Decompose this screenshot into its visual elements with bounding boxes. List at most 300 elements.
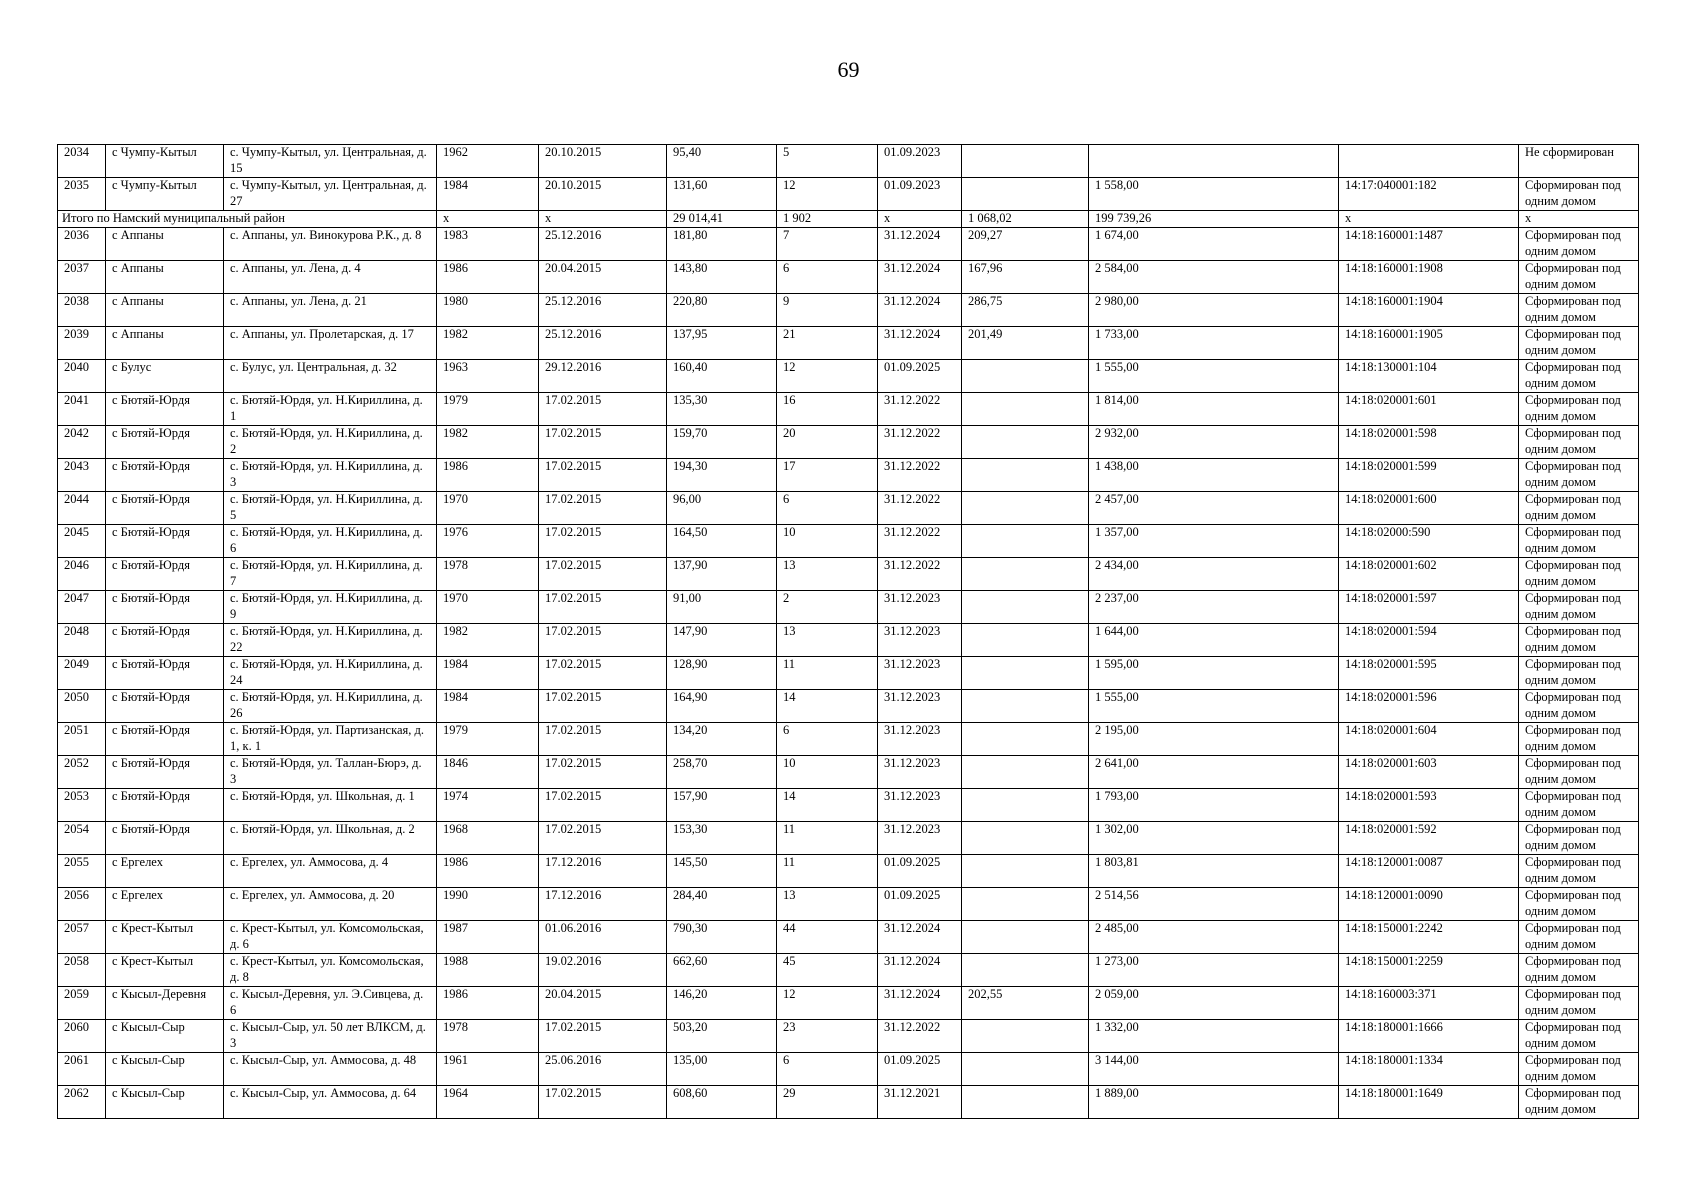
cell-survey-date: 17.12.2016 [539, 888, 667, 921]
cell-cadastral-number: 14:18:130001:104 [1339, 360, 1519, 393]
cell-survey-date: 25.06.2016 [539, 1053, 667, 1086]
cell-row-number: 2042 [58, 426, 106, 459]
cell-col-cost-value: 2 932,00 [1089, 426, 1339, 459]
table-row [58, 723, 1639, 756]
cell-address: с. Ергелех, ул. Аммосова, д. 4 [224, 855, 437, 888]
cell-address: с. Аппаны, ул. Винокурова Р.К., д. 8 [224, 228, 437, 261]
cell-settlement: с Аппаны [106, 294, 224, 327]
cell-row-number: 2054 [58, 822, 106, 855]
cell-land-status: Сформирован под одним домом [1519, 327, 1639, 360]
cell-settlement: с Кысыл-Сыр [106, 1086, 224, 1119]
subtotal-row [58, 211, 1639, 228]
cell-residents-count: 13 [777, 558, 878, 591]
cell-settlement: с Аппаны [106, 261, 224, 294]
table-row [58, 360, 1639, 393]
cell-survey-date: 29.12.2016 [539, 360, 667, 393]
cell-land-status: Сформирован под одним домом [1519, 261, 1639, 294]
table-row [58, 954, 1639, 987]
cell-area: 147,90 [667, 624, 777, 657]
cell-col-cost-value: 2 059,00 [1089, 987, 1339, 1020]
cell-cadastral-number: 14:18:160001:1487 [1339, 228, 1519, 261]
cell-settlement: с Бютяй-Юрдя [106, 393, 224, 426]
cell-area: 91,00 [667, 591, 777, 624]
cell-row-number: 2041 [58, 393, 106, 426]
cell-residents-count: 7 [777, 228, 878, 261]
cell-cadastral-number: 14:18:020001:592 [1339, 822, 1519, 855]
cell-address: с. Крест-Кытыл, ул. Комсомольская, д. 6 [224, 921, 437, 954]
cell-col-area-value [962, 822, 1089, 855]
cell-row-number: 2044 [58, 492, 106, 525]
table-row [58, 525, 1639, 558]
cell-year-built: 1987 [437, 921, 539, 954]
cell-survey-date: 17.02.2015 [539, 657, 667, 690]
cell-year-built: 1970 [437, 591, 539, 624]
subtotal-cadastral: х [1339, 211, 1519, 228]
table-row [58, 492, 1639, 525]
subtotal-residents: 1 902 [777, 211, 878, 228]
cell-area: 137,95 [667, 327, 777, 360]
cell-year-built: 1846 [437, 756, 539, 789]
cell-cadastral-number: 14:18:020001:601 [1339, 393, 1519, 426]
cell-residents-count: 21 [777, 327, 878, 360]
cell-settlement: с Бютяй-Юрдя [106, 756, 224, 789]
cell-year-built: 1984 [437, 178, 539, 211]
cell-residents-count: 17 [777, 459, 878, 492]
subtotal-area: 29 014,41 [667, 211, 777, 228]
cell-year-built: 1979 [437, 393, 539, 426]
cell-cadastral-number: 14:18:120001:0090 [1339, 888, 1519, 921]
cell-residents-count: 20 [777, 426, 878, 459]
cell-residents-count: 5 [777, 145, 878, 178]
cell-resettlement-deadline: 01.09.2025 [878, 855, 962, 888]
cell-address: с. Бютяй-Юрдя, ул. Н.Кириллина, д. 6 [224, 525, 437, 558]
cell-survey-date: 01.06.2016 [539, 921, 667, 954]
cell-resettlement-deadline: 31.12.2023 [878, 723, 962, 756]
cell-col-cost-value: 1 558,00 [1089, 178, 1339, 211]
cell-address: с. Бютяй-Юрдя, ул. Н.Кириллина, д. 5 [224, 492, 437, 525]
cell-residents-count: 45 [777, 954, 878, 987]
cell-address: с. Ергелех, ул. Аммосова, д. 20 [224, 888, 437, 921]
cell-col-area-value [962, 393, 1089, 426]
cell-year-built: 1970 [437, 492, 539, 525]
cell-address: с. Аппаны, ул. Лена, д. 21 [224, 294, 437, 327]
subtotal-deadline: х [878, 211, 962, 228]
cell-resettlement-deadline: 31.12.2024 [878, 228, 962, 261]
cell-resettlement-deadline: 31.12.2024 [878, 987, 962, 1020]
cell-col-cost-value: 1 357,00 [1089, 525, 1339, 558]
cell-col-area-value [962, 657, 1089, 690]
cell-address: с. Бютяй-Юрдя, ул. Н.Кириллина, д. 2 [224, 426, 437, 459]
cell-survey-date: 17.02.2015 [539, 723, 667, 756]
cell-resettlement-deadline: 31.12.2024 [878, 327, 962, 360]
cell-settlement: с Бютяй-Юрдя [106, 426, 224, 459]
cell-residents-count: 10 [777, 756, 878, 789]
cell-land-status: Сформирован под одним домом [1519, 1020, 1639, 1053]
cell-survey-date: 17.02.2015 [539, 393, 667, 426]
cell-survey-date: 17.02.2015 [539, 492, 667, 525]
subtotal-col9: 199 739,26 [1089, 211, 1339, 228]
cell-area: 131,60 [667, 178, 777, 211]
cell-cadastral-number: 14:18:020001:600 [1339, 492, 1519, 525]
cell-cadastral-number: 14:18:160001:1904 [1339, 294, 1519, 327]
table-row [58, 393, 1639, 426]
cell-cadastral-number: 14:18:150001:2242 [1339, 921, 1519, 954]
cell-col-area-value [962, 558, 1089, 591]
cell-col-area-value [962, 525, 1089, 558]
cell-cadastral-number [1339, 145, 1519, 178]
cell-col-area-value [962, 954, 1089, 987]
cell-settlement: с Чумпу-Кытыл [106, 178, 224, 211]
table-row [58, 690, 1639, 723]
table-row [58, 178, 1639, 211]
cell-survey-date: 17.02.2015 [539, 1020, 667, 1053]
cell-resettlement-deadline: 31.12.2023 [878, 657, 962, 690]
cell-row-number: 2055 [58, 855, 106, 888]
page-number: 69 [837, 57, 860, 82]
table-row [58, 1020, 1639, 1053]
cell-address: с. Кысыл-Сыр, ул. Аммосова, д. 64 [224, 1086, 437, 1119]
cell-row-number: 2036 [58, 228, 106, 261]
cell-land-status: Сформирован под одним домом [1519, 591, 1639, 624]
cell-land-status: Сформирован под одним домом [1519, 360, 1639, 393]
cell-year-built: 1982 [437, 327, 539, 360]
cell-row-number: 2035 [58, 178, 106, 211]
cell-col-cost-value: 1 733,00 [1089, 327, 1339, 360]
cell-residents-count: 10 [777, 525, 878, 558]
cell-col-area-value [962, 789, 1089, 822]
cell-settlement: с Кысыл-Сыр [106, 1053, 224, 1086]
cell-land-status: Сформирован под одним домом [1519, 558, 1639, 591]
cell-col-area-value: 202,55 [962, 987, 1089, 1020]
cell-col-cost-value: 2 195,00 [1089, 723, 1339, 756]
cell-survey-date: 25.12.2016 [539, 228, 667, 261]
cell-col-cost-value: 1 302,00 [1089, 822, 1339, 855]
cell-row-number: 2048 [58, 624, 106, 657]
cell-cadastral-number: 14:18:160001:1908 [1339, 261, 1519, 294]
cell-year-built: 1988 [437, 954, 539, 987]
cell-land-status: Сформирован под одним домом [1519, 987, 1639, 1020]
cell-row-number: 2039 [58, 327, 106, 360]
subtotal-year: х [437, 211, 539, 228]
subtotal-label: Итого по Намский муниципальный район [58, 211, 437, 228]
cell-year-built: 1962 [437, 145, 539, 178]
table-row [58, 426, 1639, 459]
cell-land-status: Сформирован под одним домом [1519, 690, 1639, 723]
cell-residents-count: 13 [777, 888, 878, 921]
cell-area: 145,50 [667, 855, 777, 888]
cell-residents-count: 44 [777, 921, 878, 954]
cell-land-status: Сформирован под одним домом [1519, 624, 1639, 657]
cell-col-cost-value: 1 555,00 [1089, 360, 1339, 393]
cell-row-number: 2040 [58, 360, 106, 393]
cell-resettlement-deadline: 31.12.2022 [878, 558, 962, 591]
cell-area: 128,90 [667, 657, 777, 690]
cell-row-number: 2050 [58, 690, 106, 723]
cell-settlement: с Бютяй-Юрдя [106, 525, 224, 558]
cell-cadastral-number: 14:18:020001:596 [1339, 690, 1519, 723]
cell-settlement: с Кысыл-Сыр [106, 1020, 224, 1053]
cell-resettlement-deadline: 31.12.2024 [878, 261, 962, 294]
cell-col-cost-value: 2 584,00 [1089, 261, 1339, 294]
cell-cadastral-number: 14:18:020001:604 [1339, 723, 1519, 756]
cell-row-number: 2060 [58, 1020, 106, 1053]
cell-col-area-value [962, 1053, 1089, 1086]
cell-survey-date: 20.04.2015 [539, 987, 667, 1020]
cell-address: с. Аппаны, ул. Лена, д. 4 [224, 261, 437, 294]
cell-residents-count: 14 [777, 690, 878, 723]
cell-row-number: 2053 [58, 789, 106, 822]
cell-address: с. Бютяй-Юрдя, ул. Н.Кириллина, д. 7 [224, 558, 437, 591]
cell-col-cost-value: 1 889,00 [1089, 1086, 1339, 1119]
cell-col-area-value [962, 145, 1089, 178]
cell-area: 181,80 [667, 228, 777, 261]
cell-address: с. Бютяй-Юрдя, ул. Партизанская, д. 1, к. 1 [224, 723, 437, 756]
cell-area: 143,80 [667, 261, 777, 294]
cell-year-built: 1980 [437, 294, 539, 327]
cell-row-number: 2034 [58, 145, 106, 178]
cell-survey-date: 20.04.2015 [539, 261, 667, 294]
cell-resettlement-deadline: 31.12.2022 [878, 459, 962, 492]
cell-area: 790,30 [667, 921, 777, 954]
cell-settlement: с Булус [106, 360, 224, 393]
cell-area: 95,40 [667, 145, 777, 178]
cell-land-status: Сформирован под одним домом [1519, 1053, 1639, 1086]
cell-cadastral-number: 14:17:040001:182 [1339, 178, 1519, 211]
cell-residents-count: 29 [777, 1086, 878, 1119]
cell-survey-date: 25.12.2016 [539, 327, 667, 360]
cell-resettlement-deadline: 31.12.2021 [878, 1086, 962, 1119]
cell-address: с. Чумпу-Кытыл, ул. Центральная, д. 15 [224, 145, 437, 178]
cell-residents-count: 6 [777, 492, 878, 525]
cell-row-number: 2061 [58, 1053, 106, 1086]
cell-residents-count: 14 [777, 789, 878, 822]
table-row [58, 789, 1639, 822]
cell-col-cost-value: 1 332,00 [1089, 1020, 1339, 1053]
cell-settlement: с Бютяй-Юрдя [106, 492, 224, 525]
cell-settlement: с Бютяй-Юрдя [106, 690, 224, 723]
cell-row-number: 2038 [58, 294, 106, 327]
table-row [58, 657, 1639, 690]
cell-col-cost-value: 1 273,00 [1089, 954, 1339, 987]
cell-year-built: 1978 [437, 558, 539, 591]
cell-year-built: 1982 [437, 624, 539, 657]
cell-survey-date: 17.02.2015 [539, 789, 667, 822]
cell-survey-date: 17.12.2016 [539, 855, 667, 888]
cell-col-cost-value: 2 485,00 [1089, 921, 1339, 954]
cell-resettlement-deadline: 01.09.2023 [878, 145, 962, 178]
cell-resettlement-deadline: 31.12.2022 [878, 492, 962, 525]
cell-resettlement-deadline: 01.09.2025 [878, 360, 962, 393]
cell-area: 157,90 [667, 789, 777, 822]
cell-land-status: Сформирован под одним домом [1519, 294, 1639, 327]
cell-land-status: Сформирован под одним домом [1519, 393, 1639, 426]
cell-address: с. Бютяй-Юрдя, ул. Таллан-Бюрэ, д. 3 [224, 756, 437, 789]
cell-land-status: Сформирован под одним домом [1519, 822, 1639, 855]
cell-area: 284,40 [667, 888, 777, 921]
cell-survey-date: 17.02.2015 [539, 525, 667, 558]
cell-land-status: Сформирован под одним домом [1519, 921, 1639, 954]
cell-resettlement-deadline: 31.12.2023 [878, 789, 962, 822]
cell-resettlement-deadline: 31.12.2024 [878, 954, 962, 987]
subtotal-col8: 1 068,02 [962, 211, 1089, 228]
cell-cadastral-number: 14:18:180001:1649 [1339, 1086, 1519, 1119]
cell-cadastral-number: 14:18:150001:2259 [1339, 954, 1519, 987]
cell-cadastral-number: 14:18:020001:603 [1339, 756, 1519, 789]
cell-area: 608,60 [667, 1086, 777, 1119]
cell-year-built: 1961 [437, 1053, 539, 1086]
cell-survey-date: 17.02.2015 [539, 1086, 667, 1119]
cell-address: с. Кысыл-Сыр, ул. Аммосова, д. 48 [224, 1053, 437, 1086]
cell-resettlement-deadline: 31.12.2023 [878, 822, 962, 855]
cell-settlement: с Ергелех [106, 855, 224, 888]
cell-row-number: 2043 [58, 459, 106, 492]
cell-settlement: с Крест-Кытыл [106, 954, 224, 987]
cell-row-number: 2047 [58, 591, 106, 624]
cell-land-status: Сформирован под одним домом [1519, 723, 1639, 756]
cell-residents-count: 12 [777, 178, 878, 211]
cell-resettlement-deadline: 01.09.2023 [878, 178, 962, 211]
cell-land-status: Сформирован под одним домом [1519, 459, 1639, 492]
cell-area: 135,30 [667, 393, 777, 426]
cell-row-number: 2059 [58, 987, 106, 1020]
cell-col-cost-value: 2 980,00 [1089, 294, 1339, 327]
cell-address: с. Аппаны, ул. Пролетарская, д. 17 [224, 327, 437, 360]
table-row [58, 459, 1639, 492]
cell-year-built: 1986 [437, 261, 539, 294]
cell-year-built: 1984 [437, 657, 539, 690]
cell-year-built: 1986 [437, 987, 539, 1020]
cell-area: 159,70 [667, 426, 777, 459]
cell-survey-date: 20.10.2015 [539, 178, 667, 211]
cell-address: с. Крест-Кытыл, ул. Комсомольская, д. 8 [224, 954, 437, 987]
table-row [58, 888, 1639, 921]
cell-resettlement-deadline: 31.12.2022 [878, 525, 962, 558]
cell-col-cost-value: 1 644,00 [1089, 624, 1339, 657]
cell-row-number: 2058 [58, 954, 106, 987]
cell-address: с. Бютяй-Юрдя, ул. Н.Кириллина, д. 26 [224, 690, 437, 723]
cell-col-cost-value: 2 457,00 [1089, 492, 1339, 525]
cell-cadastral-number: 14:18:020001:597 [1339, 591, 1519, 624]
cell-col-area-value [962, 855, 1089, 888]
cell-col-area-value [962, 921, 1089, 954]
cell-resettlement-deadline: 01.09.2025 [878, 888, 962, 921]
cell-year-built: 1979 [437, 723, 539, 756]
cell-col-area-value: 209,27 [962, 228, 1089, 261]
cell-land-status: Сформирован под одним домом [1519, 954, 1639, 987]
cell-cadastral-number: 14:18:180001:1334 [1339, 1053, 1519, 1086]
cell-cadastral-number: 14:18:020001:593 [1339, 789, 1519, 822]
cell-settlement: с Бютяй-Юрдя [106, 624, 224, 657]
cell-residents-count: 12 [777, 987, 878, 1020]
cell-residents-count: 9 [777, 294, 878, 327]
cell-col-cost-value: 1 793,00 [1089, 789, 1339, 822]
cell-col-cost-value: 1 595,00 [1089, 657, 1339, 690]
cell-col-area-value [962, 360, 1089, 393]
cell-area: 96,00 [667, 492, 777, 525]
cell-col-cost-value [1089, 145, 1339, 178]
table-body [58, 145, 1639, 1119]
cell-address: с. Чумпу-Кытыл, ул. Центральная, д. 27 [224, 178, 437, 211]
cell-survey-date: 17.02.2015 [539, 624, 667, 657]
cell-col-area-value [962, 591, 1089, 624]
cell-col-area-value: 167,96 [962, 261, 1089, 294]
cell-residents-count: 12 [777, 360, 878, 393]
cell-year-built: 1974 [437, 789, 539, 822]
cell-col-cost-value: 2 434,00 [1089, 558, 1339, 591]
cell-settlement: с Бютяй-Юрдя [106, 657, 224, 690]
cell-settlement: с Крест-Кытыл [106, 921, 224, 954]
cell-address: с. Бютяй-Юрдя, ул. Школьная, д. 1 [224, 789, 437, 822]
cell-survey-date: 19.02.2016 [539, 954, 667, 987]
cell-survey-date: 17.02.2015 [539, 756, 667, 789]
cell-row-number: 2051 [58, 723, 106, 756]
cell-land-status: Сформирован под одним домом [1519, 888, 1639, 921]
cell-year-built: 1978 [437, 1020, 539, 1053]
cell-area: 134,20 [667, 723, 777, 756]
cell-area: 135,00 [667, 1053, 777, 1086]
cell-settlement: с Аппаны [106, 228, 224, 261]
table-row [58, 756, 1639, 789]
cell-col-cost-value: 1 674,00 [1089, 228, 1339, 261]
cell-col-cost-value: 2 237,00 [1089, 591, 1339, 624]
cell-resettlement-deadline: 31.12.2022 [878, 1020, 962, 1053]
cell-col-cost-value: 2 641,00 [1089, 756, 1339, 789]
table-row [58, 558, 1639, 591]
cell-settlement: с Бютяй-Юрдя [106, 789, 224, 822]
cell-year-built: 1982 [437, 426, 539, 459]
cell-survey-date: 17.02.2015 [539, 591, 667, 624]
cell-area: 164,90 [667, 690, 777, 723]
subtotal-status: х [1519, 211, 1639, 228]
table-row [58, 294, 1639, 327]
cell-area: 137,90 [667, 558, 777, 591]
cell-address: с. Бютяй-Юрдя, ул. Школьная, д. 2 [224, 822, 437, 855]
cell-cadastral-number: 14:18:120001:0087 [1339, 855, 1519, 888]
cell-col-area-value [962, 492, 1089, 525]
table-row [58, 327, 1639, 360]
cell-land-status: Сформирован под одним домом [1519, 789, 1639, 822]
cell-residents-count: 6 [777, 1053, 878, 1086]
cell-col-area-value [962, 1020, 1089, 1053]
cell-address: с. Бютяй-Юрдя, ул. Н.Кириллина, д. 24 [224, 657, 437, 690]
cell-year-built: 1984 [437, 690, 539, 723]
cell-residents-count: 16 [777, 393, 878, 426]
cell-address: с. Кысыл-Сыр, ул. 50 лет ВЛКСМ, д. 3 [224, 1020, 437, 1053]
cell-col-area-value [962, 888, 1089, 921]
cell-resettlement-deadline: 31.12.2023 [878, 690, 962, 723]
cell-survey-date: 17.02.2015 [539, 558, 667, 591]
cell-resettlement-deadline: 31.12.2022 [878, 393, 962, 426]
cell-cadastral-number: 14:18:160003:371 [1339, 987, 1519, 1020]
cell-survey-date: 17.02.2015 [539, 426, 667, 459]
cell-year-built: 1963 [437, 360, 539, 393]
cell-cadastral-number: 14:18:020001:599 [1339, 459, 1519, 492]
cell-col-area-value [962, 459, 1089, 492]
table-row [58, 228, 1639, 261]
cell-settlement: с Аппаны [106, 327, 224, 360]
subtotal-date: х [539, 211, 667, 228]
cell-col-cost-value: 1 555,00 [1089, 690, 1339, 723]
cell-year-built: 1983 [437, 228, 539, 261]
cell-survey-date: 20.10.2015 [539, 145, 667, 178]
cell-land-status: Не сформирован [1519, 145, 1639, 178]
cell-resettlement-deadline: 31.12.2024 [878, 294, 962, 327]
cell-survey-date: 17.02.2015 [539, 690, 667, 723]
cell-settlement: с Бютяй-Юрдя [106, 459, 224, 492]
cell-cadastral-number: 14:18:02000:590 [1339, 525, 1519, 558]
cell-row-number: 2045 [58, 525, 106, 558]
cell-settlement: с Бютяй-Юрдя [106, 723, 224, 756]
